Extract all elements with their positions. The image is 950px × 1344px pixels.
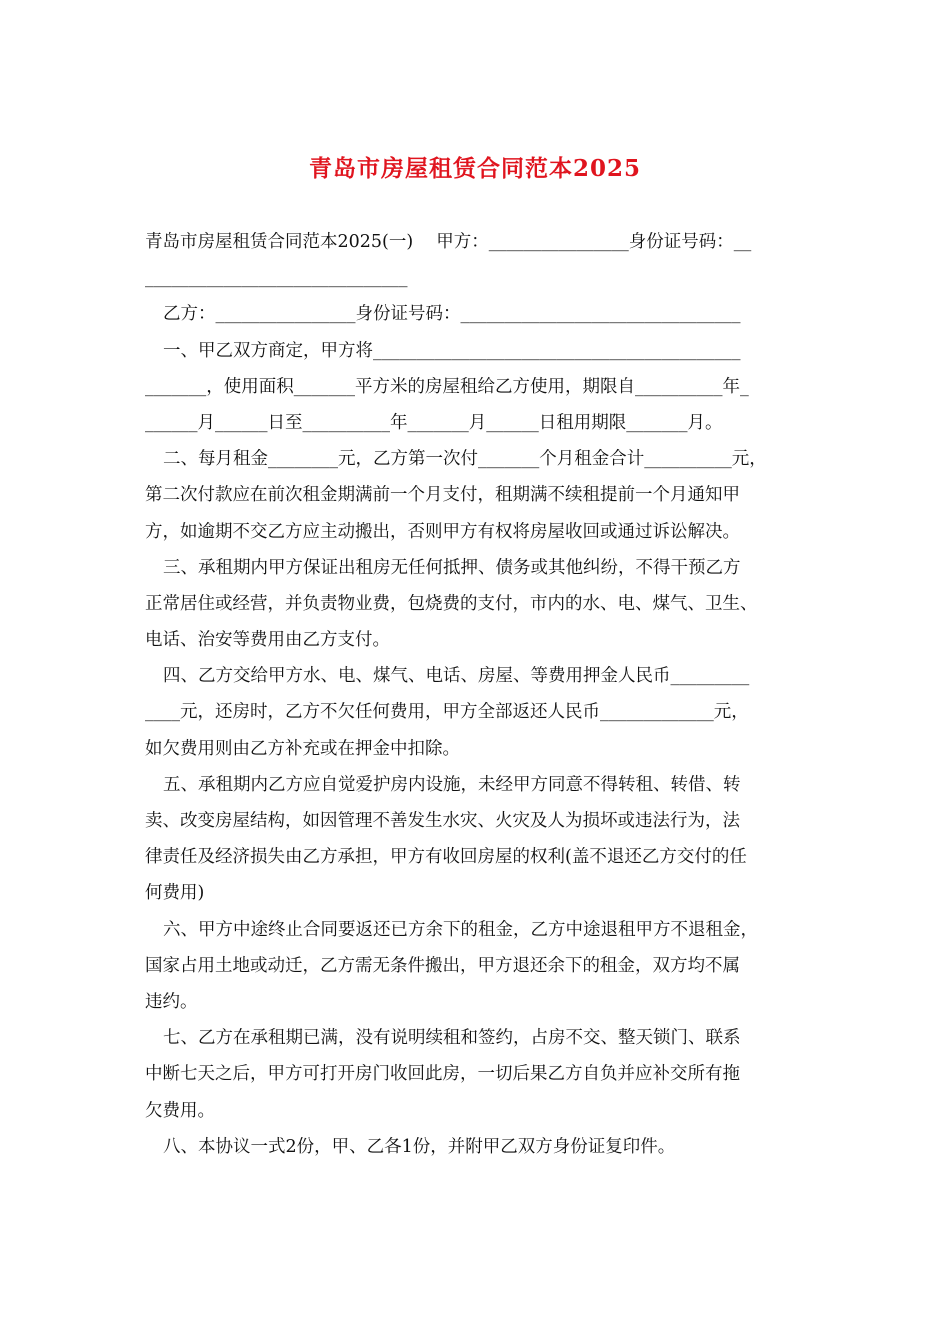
party-b-line: 乙方：________________身份证号码：________________________________ [163,304,741,325]
clause-2-line: 第二次付款应在前次租金期满前一个月支付，租期满不续租提前一个月通知甲 [145,485,740,506]
clause-5-line: 律责任及经济损失由乙方承担，甲方有收回房屋的权利(盖不退还乙方交付的任 [145,847,747,868]
intro-line: 青岛市房屋租赁合同范本2025(一) 甲方：________________身份证号码：__ [145,232,752,252]
clause-4-line: ____元，还房时，乙方不欠任何费用，甲方全部返还人民币_____________元， [145,702,749,723]
clause-5-line: 卖、改变房屋结构，如因管理不善发生水灾、火灾及人为损坏或违法行为，法 [145,811,740,831]
clause-5-line: 何费用) [145,883,205,904]
clause-1-line: ______月______日至__________年_______月______日租用期限_______月。 [145,412,723,433]
clause-5-line: 五、承租期内乙方应自觉爱护房内设施，未经甲方同意不得转租、转借、转 [163,774,741,795]
clause-1-line: _______，使用面积_______平方米的房屋租给乙方使用，期限自__________年_ [145,376,749,397]
clause-8-line: 八、本协议一式2份，甲、乙各1份，并附甲乙双方身份证复印件。 [163,1136,676,1157]
clause-7-line: 欠费用。 [145,1100,215,1121]
clause-2-line: 方，如逾期不交乙方应主动搬出，否则甲方有权将房屋收回或通过诉讼解决。 [145,521,740,542]
clause-6-line: 六、甲方中途终止合同要返还已方余下的租金，乙方中途退租甲方不退租金， [163,919,758,940]
clause-3-line: 电话、治安等费用由乙方支付。 [145,630,390,651]
intro-line-continued: ______________________________ [145,268,408,289]
clause-1-line: 一、甲乙双方商定，甲方将__________________________________________ [163,340,741,361]
clause-4-line: 如欠费用则由乙方补充或在押金中扣除。 [145,738,460,759]
clause-4-line: 四、乙方交给甲方水、电、煤气、电话、房屋、等费用押金人民币_________ [163,666,750,687]
document-title: 青岛市房屋租赁合同范本2025 [308,155,641,182]
clause-7-line: 中断七天之后，甲方可打开房门收回此房，一切后果乙方自负并应补交所有拖 [145,1064,740,1085]
clause-6-line: 违约。 [145,991,198,1012]
document-body [145,224,813,1165]
clause-3-line: 正常居住或经营，并负责物业费，包烧费的支付，市内的水、电、煤气、卫生、 [145,593,758,614]
clause-3-line: 三、承租期内甲方保证出租房无任何抵押、债务或其他纠纷，不得干预乙方 [163,557,741,578]
clause-7-line: 七、乙方在承租期已满，没有说明续租和签约，占房不交、整天锁门、联系 [163,1028,741,1049]
clause-2-line: 二、每月租金________元，乙方第一次付_______个月租金合计__________元， [163,449,767,470]
clause-6-line: 国家占用土地或动迁，乙方需无条件搬出，甲方退还余下的租金，双方均不属 [145,955,740,976]
